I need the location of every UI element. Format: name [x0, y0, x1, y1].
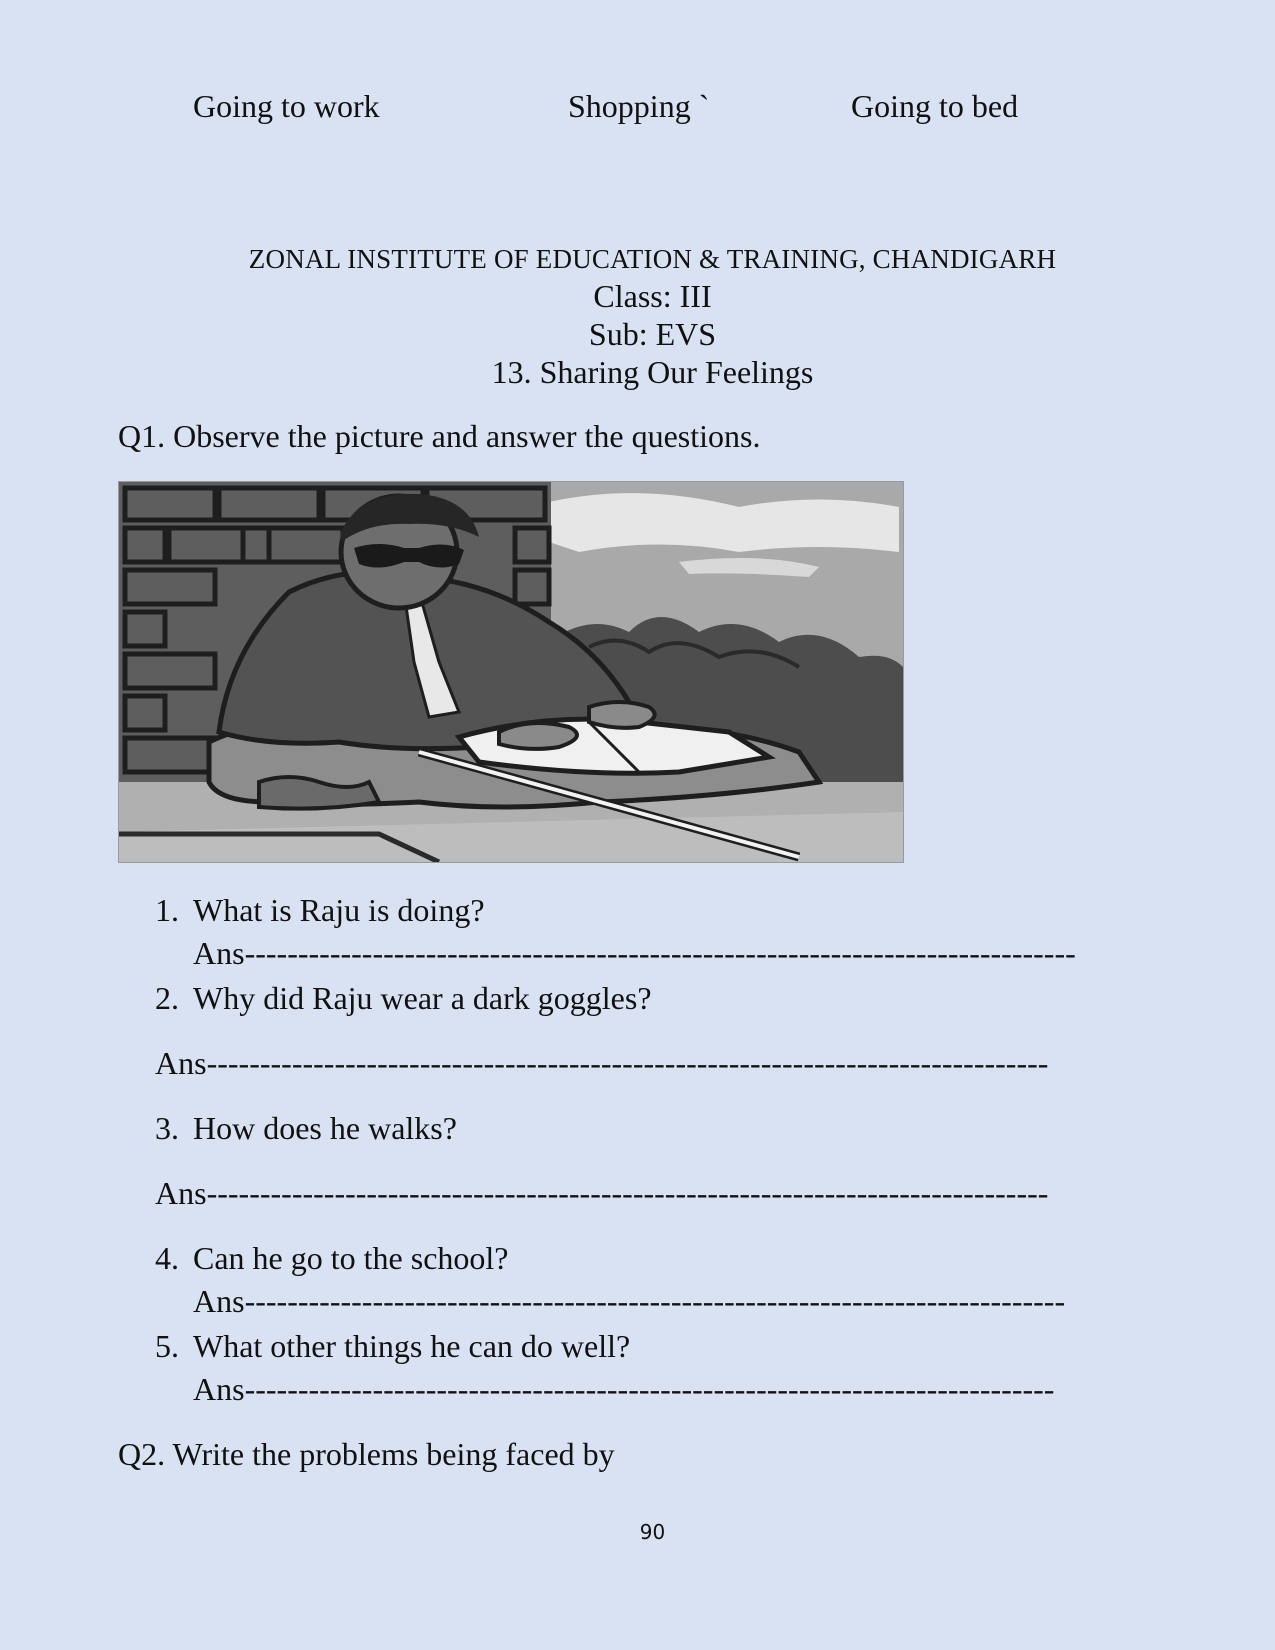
top-label-going-to-work: Going to work	[193, 88, 380, 124]
q2-heading: Q2. Write the problems being faced by	[118, 1436, 615, 1472]
question-4-number: 4.	[155, 1240, 179, 1276]
question-1-text: What is Raju is doing?	[193, 892, 485, 928]
page-number: 90	[639, 1520, 666, 1544]
q1-heading: Q1. Observe the picture and answer the questions.	[118, 418, 761, 454]
answer-line-3[interactable]: Ans-------------------------------------------------------------------------------	[155, 1175, 1049, 1211]
top-label-going-to-bed: Going to bed	[851, 88, 1019, 124]
question-5-number: 5.	[155, 1328, 179, 1364]
answer-line-2[interactable]: Ans-------------------------------------------------------------------------------	[155, 1045, 1049, 1081]
class-label: Class: III	[593, 278, 712, 314]
subject-label: Sub: EVS	[588, 316, 717, 352]
question-3-text: How does he walks?	[193, 1110, 457, 1146]
answer-line-4[interactable]: Ans-----------------------------------------------------------------------------	[193, 1283, 1066, 1319]
question-2-number: 2.	[155, 980, 179, 1016]
question-4-text: Can he go to the school?	[193, 1240, 509, 1276]
chapter-title: 13. Sharing Our Feelings	[491, 354, 814, 390]
institute-title: ZONAL INSTITUTE OF EDUCATION & TRAINING, CHANDIGARH	[248, 244, 1057, 274]
top-label-shopping: Shopping `	[568, 88, 710, 124]
question-2-text: Why did Raju wear a dark goggles?	[193, 980, 652, 1016]
question-5-text: What other things he can do well?	[193, 1328, 631, 1364]
answer-line-5[interactable]: Ans----------------------------------------------------------------------------	[193, 1371, 1055, 1407]
answer-line-1[interactable]: Ans------------------------------------------------------------------------------	[193, 935, 1076, 971]
boy-reading-braille-illustration	[118, 481, 904, 863]
question-3-number: 3.	[155, 1110, 179, 1146]
question-1-number: 1.	[155, 892, 179, 928]
